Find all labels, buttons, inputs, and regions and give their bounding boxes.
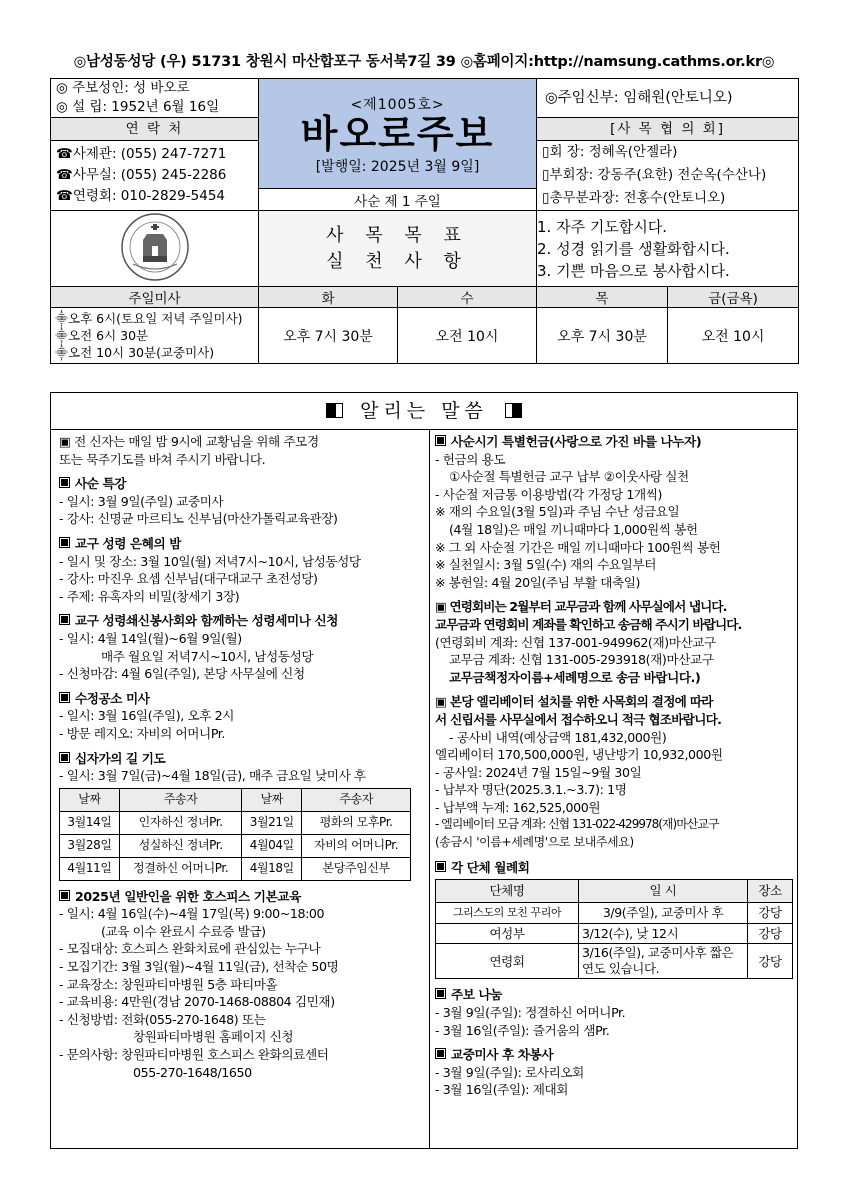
notice-line: 서 신립서를 사무실에서 접수하오니 적극 협조바랍니다. [435,711,722,727]
notice-left-column [59,433,425,1081]
notice-stations-of-cross [59,750,425,881]
notice-line: ▣ 연령회비는 2월부터 교무금과 함께 사무실에서 냅니다. [435,599,727,615]
notice-line: - 일시 및 장소: 3월 10일(월) 저녁7시~10시, 남성동성당 [59,553,361,569]
group-meeting-table [435,879,793,979]
table-cell: 4월04일 [242,834,302,857]
table-header: 날짜 [242,788,302,811]
mass-time: ⸎오전 10시 30분(교중미사) [55,345,215,360]
section-heading: 수정공소 미사 [59,690,425,708]
wed-mass-time: 오전 10시 [398,308,537,364]
pastor-cell [537,79,799,118]
notice-line: 엘리베이터 170,500,000원, 냉난방기 10,932,000원 [435,747,723,763]
table-cell: 강당 [748,923,793,944]
table-cell: 평화의 모후Pr. [302,811,411,834]
notice-line: - 사순절 저금통 이용방법(각 가정당 1개씩) [435,486,663,502]
table-cell: 성실하신 정녀Pr. [119,834,241,857]
mass-header-tue: 화 [259,287,398,308]
notice-seminar [59,612,425,682]
half-filled-square-icon [326,403,343,418]
sunday-mass-times [51,308,259,364]
notice-line: - 공사비 내역(예상금액 181,432,000원) [449,729,667,745]
notice-line: 교무금과 연령회비 계좌를 확인하고 송금해 주시기 바랍니다. [435,616,742,632]
notice-line: ※ 재의 수요일(3월 5일)과 주님 수난 성금요일 [435,504,680,520]
notice-line: - 일시: 3월 7일(금)~4월 18일(금), 매주 금요일 낮미사 후 [59,768,366,784]
notice-line: (연령회비 계좌: 신협 137-001-949962(재)마산교구 [435,634,716,650]
notice-section [50,392,798,1149]
notice-line: ※ 봉헌일: 4월 20일(주님 부활 대축일) [435,574,641,590]
council-cell [537,118,799,211]
notice-lent-lecture [59,475,425,528]
table-cell: 정결하신 어머니Pr. [119,857,241,880]
publication-date: [발행일: 2025년 3월 9일] [315,158,480,175]
goal-label: 사 목 목 표 [326,224,469,246]
notice-line: - 교육비용: 4만원(경남 2070-1468-08804 김민재) [59,994,335,1010]
notice-line: - 문의사항: 창원파티마병원 호스피스 완화의료센터 [59,1047,329,1063]
mass-header-thu: 목 [537,287,668,308]
table-header: 장소 [748,880,793,903]
notice-line: - 주제: 유혹자의 비밀(창세기 3장) [59,588,240,604]
section-heading: 각 단체 월례회 [435,859,793,877]
section-heading: 교구 성령쇄신봉사회와 함께하는 성령세미나 신청 [59,612,425,630]
contact-title: 연 락 처 [51,118,259,141]
section-heading: 교중미사 후 차봉사 [435,1046,793,1064]
table-row [436,903,793,924]
half-filled-square-icon [505,403,522,418]
square-bullet-icon [435,988,446,999]
section-heading: 십자가의 길 기도 [59,750,425,768]
notice-line: - 납부액 누계: 162,525,000원 [435,799,601,815]
contact-office: ☎사무실: (055) 245-2286 [56,167,227,183]
notice-elevator [435,693,793,851]
table-cell: 3/12(수), 낮 12시 [579,923,748,944]
notice-line: - 일시: 3월 16일(주일), 오후 2시 [59,708,234,724]
pastoral-goal-label [259,211,537,287]
table-header: 일 시 [579,880,748,903]
notice-right-column [435,433,793,1099]
table-row [60,834,411,857]
notice-hospice-education [59,888,425,1082]
table-cell: 4월11일 [60,857,120,880]
square-bullet-icon [435,435,446,446]
table-cell: 본당주임신부 [302,857,411,880]
notice-line: - 3월 9일(주일): 정결하신 어머니Pr. [435,1005,626,1021]
notice-line: - 납부자 명단(2025.3.1.~3.7): 1명 [435,782,627,798]
notice-line: - 엘리베이터 모금 계좌: 신협 131-022-429978(재)마산교구 [435,817,719,832]
notice-line: ①사순절 특별헌금 교구 납부 ②이웃사랑 실천 [449,469,689,485]
table-cell: 3/9(주일), 교중미사 후 [579,903,748,924]
notice-line: ▣ 본당 엘리베이터 설치를 위한 사목회의 결정에 따라 [435,694,713,710]
square-bullet-icon [435,1048,446,1059]
notice-tea-service [435,1046,793,1099]
bulletin-header [50,78,799,364]
goal-item: 2. 성경 읽기를 생활화합시다. [537,239,730,258]
notice-line: - 모집기간: 3월 3일(월)~4월 11일(금), 선착순 50명 [59,959,339,975]
notice-line: 교무금 계좌: 신협 131-005-293918(재)마산교구 [449,652,714,668]
founded-date: ◎ 설 립: 1952년 6월 16일 [56,99,220,115]
notice-line: - 교육장소: 창원파티마병원 5층 파티마홀 [59,976,278,992]
pastoral-goals [537,211,799,287]
table-header: 주송자 [302,788,411,811]
square-bullet-icon [59,692,70,703]
notice-line: 교무금책정자이름+세례명으로 송금 바랍니다.) [449,669,701,685]
notice-line: (교육 이수 완료시 수료증 발급) [101,923,266,939]
table-cell: 그리스도의 모친 꾸리아 [436,903,579,924]
mass-time: ⸎오후 6시(토요일 저녁 주일미사) [55,311,243,326]
parish-address-line: ◎남성동성당 (우) 51731 창원시 마산합포구 동서북7길 39 ◎홈페이지:http://namsung.cathms.or.kr◎ [73,54,775,70]
mass-header-fri: 금(금욕) [668,287,799,308]
notice-lent-offering [435,433,793,591]
notice-line: - 방문 레지오: 자비의 어머니Pr. [59,725,226,741]
mass-time: ⸎오전 6시 30분 [55,328,149,343]
notice-line: - 일시: 4월 16일(수)~4월 17일(목) 9:00~18:00 [59,906,325,922]
notice-line: - 신청마감: 4월 6일(주일), 본당 사무실에 신청 [59,666,305,682]
notice-line: 창원파티마병원 홈페이지 신청 [133,1029,294,1045]
notice-line: - 3월 16일(주일): 제대회 [435,1082,569,1098]
thu-mass-time: 오후 7시 30분 [537,308,668,364]
section-heading: 주보 나눔 [435,986,793,1004]
fri-mass-time: 오전 10시 [668,308,799,364]
parish-logo [117,212,193,282]
square-bullet-icon [59,537,70,548]
notice-line: ※ 그 외 사순절 기간은 매일 끼니때마다 100원씩 봉헌 [435,539,721,555]
table-header: 단체명 [436,880,579,903]
table-cell: 4월18일 [242,857,302,880]
council-title: [사 목 협 의 회] [537,118,798,141]
council-member: ▯부회장: 강동주(요한) 전순옥(수산나) [542,167,767,183]
notice-funeral-dues [435,598,793,686]
notice-line: 또는 묵주기도를 바쳐 주시기 바랍니다. [59,451,266,467]
notice-line: - 강사: 신명균 마르티노 신부님(마산가톨릭교육관장) [59,511,338,527]
notice-line: - 신청방법: 전화(055-270-1648) 또는 [59,1011,266,1027]
table-header: 주송자 [119,788,241,811]
parish-info [51,79,259,118]
notice-line: - 헌금의 용도 [435,451,506,467]
notice-line: - 강사: 마진우 요셉 신부님(대구대교구 초전성당) [59,571,318,587]
square-bullet-icon [59,752,70,763]
square-bullet-icon [59,890,70,901]
mass-header-sunday: 주일미사 [51,287,259,308]
table-header: 날짜 [60,788,120,811]
section-heading: 2025년 일반인을 위한 호스피스 기본교육 [59,888,425,906]
notice-bulletin-sharing [435,986,793,1039]
section-heading: 교구 성령 은혜의 밤 [59,535,425,553]
table-row [436,944,793,979]
table-cell: 3월14일 [60,811,120,834]
table-cell: 인자하신 정녀Pr. [119,811,241,834]
pastor-name: ◎주임신부: 임해원(안토니오) [545,89,733,106]
square-bullet-icon [59,614,70,625]
goal-item: 1. 자주 기도합시다. [537,217,668,236]
table-cell: 연령회 [436,944,579,979]
contact-funeral: ☎연령회: 010-2829-5454 [56,188,226,204]
council-member: ▯총무분과장: 전홍수(안토니오) [542,190,726,206]
table-cell: 3/16(주일), 교중미사후 짧은 연도 있습니다. [579,944,748,979]
notice-line: ※ 실천일시: 3월 5일(수) 재의 수요일부터 [435,557,656,573]
contact-rectory: ☎사제관: (055) 247-7271 [56,146,227,162]
notice-title: 알리는 말씀 [360,400,488,422]
notice-prayer [59,433,425,468]
notice-line: 매주 월요일 저녁7시~10시, 남성동성당 [101,648,314,664]
notice-line: - 일시: 3월 9일(주일) 교중미사 [59,493,224,509]
notice-line: (4월 18일)은 매일 끼니때마다 1,000원씩 봉헌 [449,521,698,537]
mass-header-wed: 수 [398,287,537,308]
table-row [60,857,411,880]
notice-holy-spirit-night [59,535,425,605]
notice-line: - 일시: 4월 14일(월)~6월 9일(월) [59,630,242,646]
council-member: ▯회 장: 정혜옥(안젤라) [542,144,678,160]
stations-schedule-table [59,788,411,881]
section-heading: 사순 특강 [59,475,425,493]
bulletin-title: 바오로주보 [300,111,495,156]
notice-title-bar [51,393,797,430]
column-divider [429,429,430,1149]
table-cell: 여성부 [436,923,579,944]
table-cell: 강당 [748,944,793,979]
square-bullet-icon [435,861,446,872]
table-row [436,923,793,944]
notice-line: ▣ 전 신자는 매일 밤 9시에 교황님을 위해 주모경 [59,434,319,449]
notice-line: - 3월 9일(주일): 로사리오회 [435,1064,584,1080]
square-bullet-icon [59,477,70,488]
notice-group-meetings [435,859,793,980]
bulletin-title-block [259,79,537,189]
table-cell: 강당 [748,903,793,924]
parish-logo-cell [51,211,259,287]
table-row [60,811,411,834]
contact-list [51,141,259,211]
notice-line: - 모집대상: 호스피스 완화치료에 관심있는 누구나 [59,941,321,957]
goal-item: 3. 기쁜 마음으로 봉사합시다. [537,261,730,280]
table-cell: 3월21일 [242,811,302,834]
issue-number: <제1005호> [350,96,445,113]
notice-mission-mass [59,690,425,743]
practice-label: 실 천 사 항 [326,250,469,272]
table-cell: 3월28일 [60,834,120,857]
notice-line: (송금시 '이름+세례명'으로 보내주세요) [435,835,634,850]
notice-line: - 공사일: 2024년 7월 15일~9월 30일 [435,764,642,780]
notice-line: - 3월 16일(주일): 즐거움의 샘Pr. [435,1022,610,1038]
patron-saint: ◎ 주보성인: 성 바오로 [56,80,190,96]
tue-mass-time: 오후 7시 30분 [259,308,398,364]
liturgical-sunday: 사순 제 1 주일 [259,189,537,211]
notice-line: 055-270-1648/1650 [133,1064,252,1080]
section-heading: 사순시기 특별헌금(사랑으로 가진 바를 나누자) [435,433,793,451]
table-cell: 자비의 어머니Pr. [302,834,411,857]
